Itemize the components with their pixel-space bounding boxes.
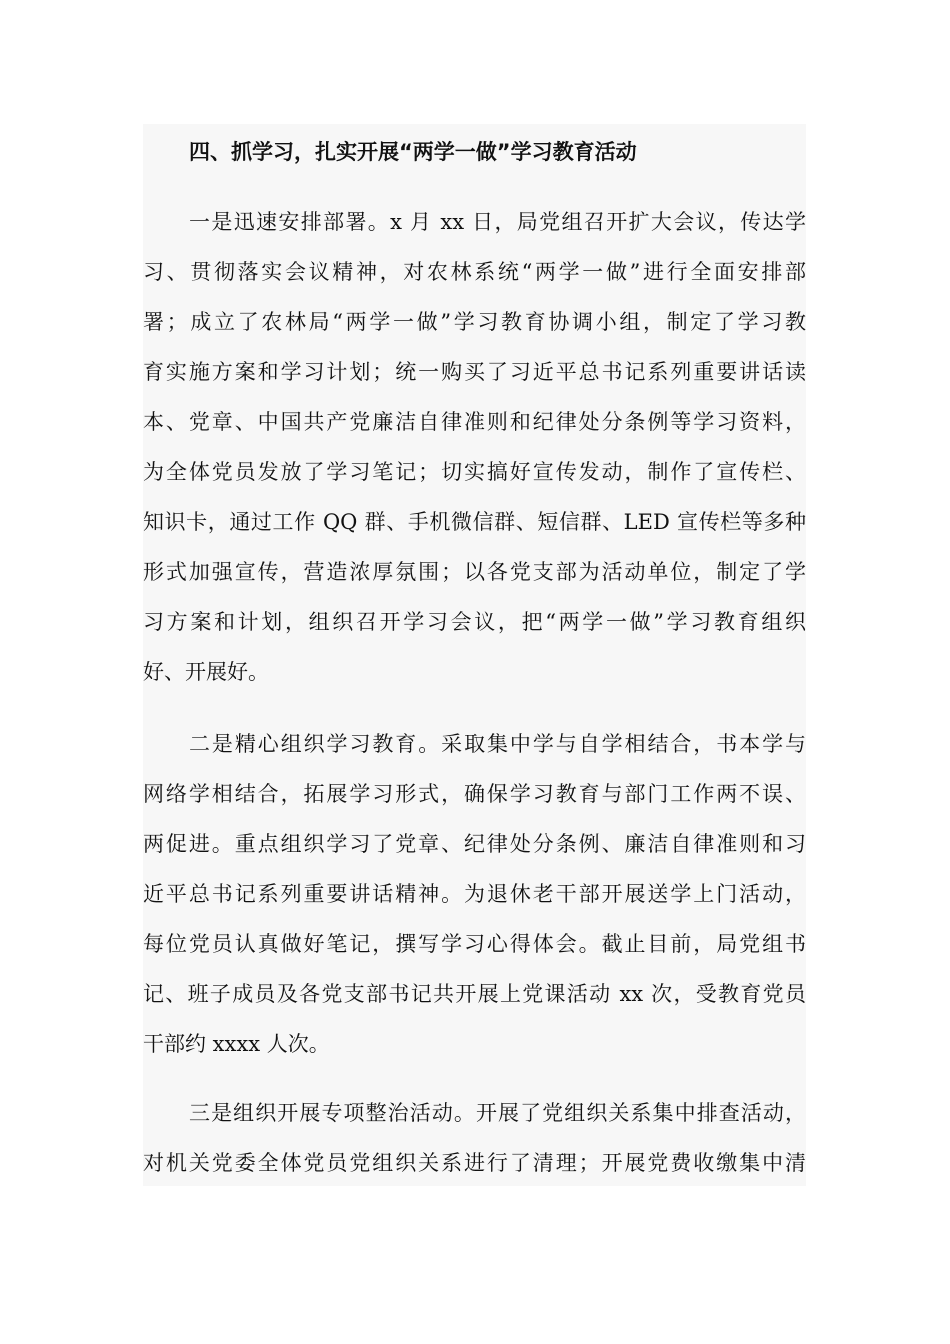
paragraph-2-line-4: 近平总书记系列重要讲话精神。为退休老干部开展送学上门活动， [143,882,806,906]
paragraph-2-line-3: 两促进。重点组织学习了党章、纪律处分条例、廉洁自律准则和习 [143,832,806,856]
paragraph-2-line-2: 网络学相结合，拓展学习形式，确保学习教育与部门工作两不误、 [143,782,806,806]
paragraph-1-line-7: 知识卡，通过工作 QQ 群、手机微信群、短信群、LED 宣传栏等多种 [143,510,806,534]
paragraph-1-line-5: 本、党章、中国共产党廉洁自律准则和纪律处分条例等学习资料， [143,410,806,434]
paragraph-1-line-4: 育实施方案和学习计划；统一购买了习近平总书记系列重要讲话读 [143,360,806,384]
paragraph-1-line-6: 为全体党员发放了学习笔记；切实搞好宣传发动，制作了宣传栏、 [143,460,806,484]
paragraph-2-line-7: 干部约 xxxx 人次。 [143,1032,330,1056]
paragraph-2-line-6: 记、班子成员及各党支部书记共开展上党课活动 xx 次，受教育党员 [143,982,806,1006]
paragraph-2-line-1: 二是精心组织学习教育。采取集中学与自学相结合，书本学与 [189,732,806,756]
paragraph-1-line-2: 习、贯彻落实会议精神，对农林系统“两学一做”进行全面安排部 [143,260,806,284]
paragraph-1-line-3: 署；成立了农林局“两学一做”学习教育协调小组，制定了学习教 [143,310,806,334]
paragraph-3-line-2: 对机关党委全体党员党组织关系进行了清理；开展党费收缴集中清 [143,1151,806,1175]
section-heading: 四、抓学习，扎实开展“两学一做”学习教育活动 [189,140,637,164]
paragraph-1-line-8: 形式加强宣传，营造浓厚氛围；以各党支部为活动单位，制定了学 [143,560,806,584]
document-text-block [143,124,806,1186]
paragraph-2-line-5: 每位党员认真做好笔记，撰写学习心得体会。截止目前，局党组书 [143,932,806,956]
paragraph-1-line-10: 好、开展好。 [143,660,269,684]
paragraph-3-line-1: 三是组织开展专项整治活动。开展了党组织关系集中排查活动， [189,1101,806,1125]
paragraph-1-line-9: 习方案和计划，组织召开学习会议，把“两学一做”学习教育组织 [143,610,806,634]
paragraph-1-line-1: 一是迅速安排部署。x 月 xx 日，局党组召开扩大会议，传达学 [189,210,806,234]
